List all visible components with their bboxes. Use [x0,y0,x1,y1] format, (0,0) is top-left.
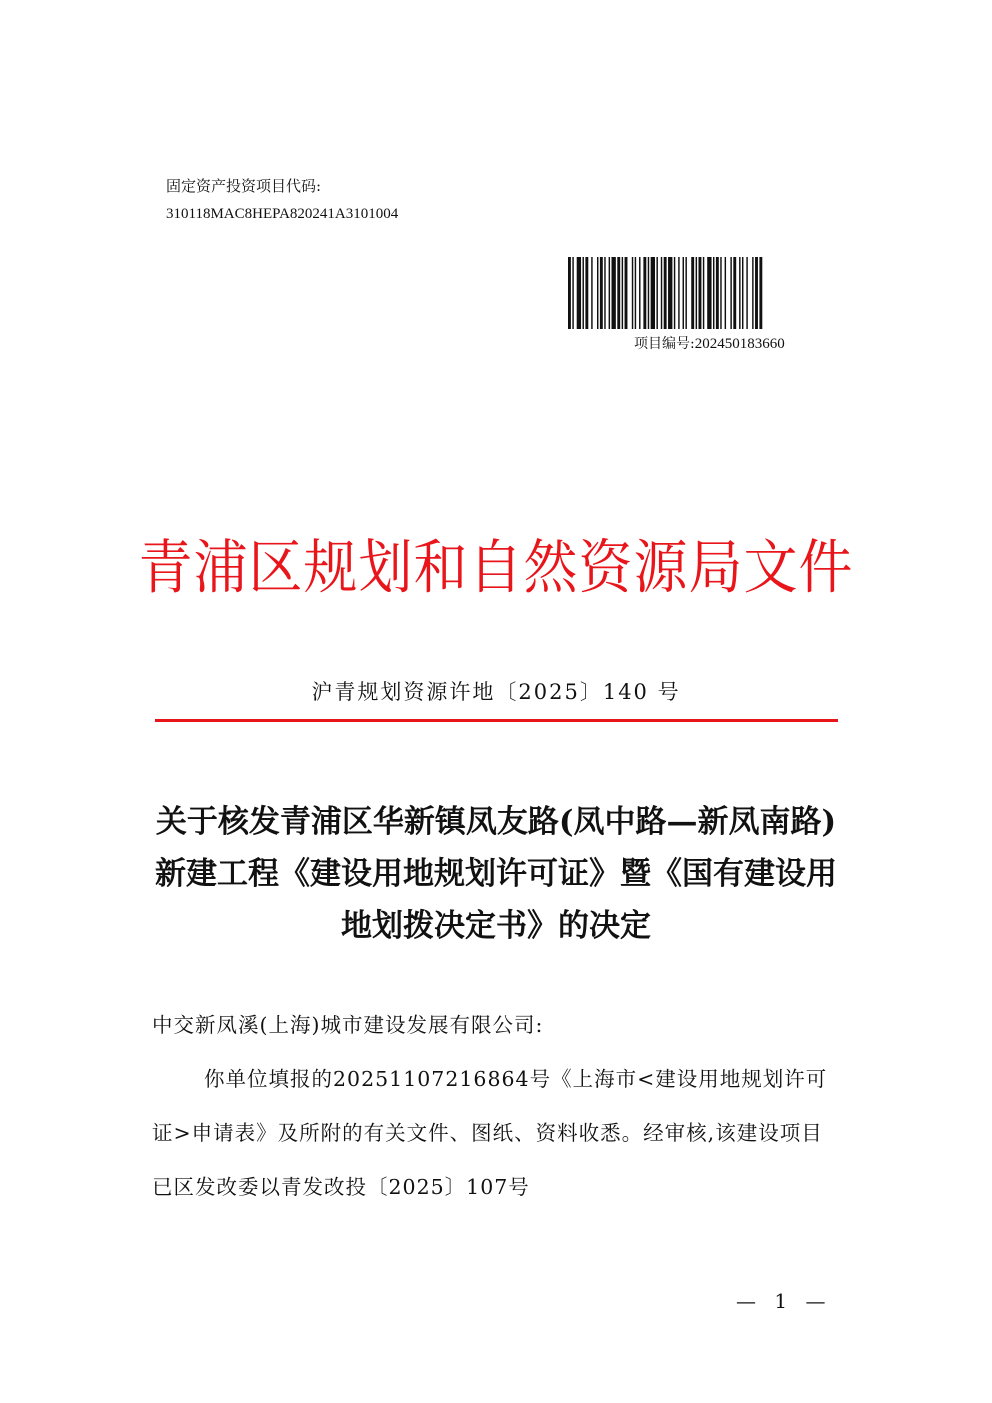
project-number-label: 项目编号: [634,336,695,352]
addressee: 中交新凤溪(上海)城市建设发展有限公司: [152,1013,544,1037]
document-body [152,998,842,1214]
agency-title: 青浦区规划和自然资源局文件 [138,533,854,602]
red-divider [155,719,838,722]
investment-code-value: 310118MAC8HEPA820241A3101004 [166,206,399,222]
investment-code-label: 固定资产投资项目代码: [166,177,322,195]
barcode-icon [568,257,828,329]
project-number-value: 202450183660 [694,336,785,352]
body-paragraph: 你单位填报的20251107216864号《上海市<建设用地规划许可证>申请表》及所附的有关文件、图纸、资料收悉。经审核,该建设项目已区发改委以青发改投〔2025〕107号 [152,1067,828,1199]
project-number [634,334,785,354]
page-number: — 1 — [736,1289,832,1313]
document-number: 沪青规划资源许地〔2025〕140 号 [311,680,681,704]
document-subject: 关于核发青浦区华新镇凤友路(凤中路—新凤南路)新建工程《建设用地规划许可证》暨《国有建设用地划拨决定书》的决定 [155,804,837,944]
